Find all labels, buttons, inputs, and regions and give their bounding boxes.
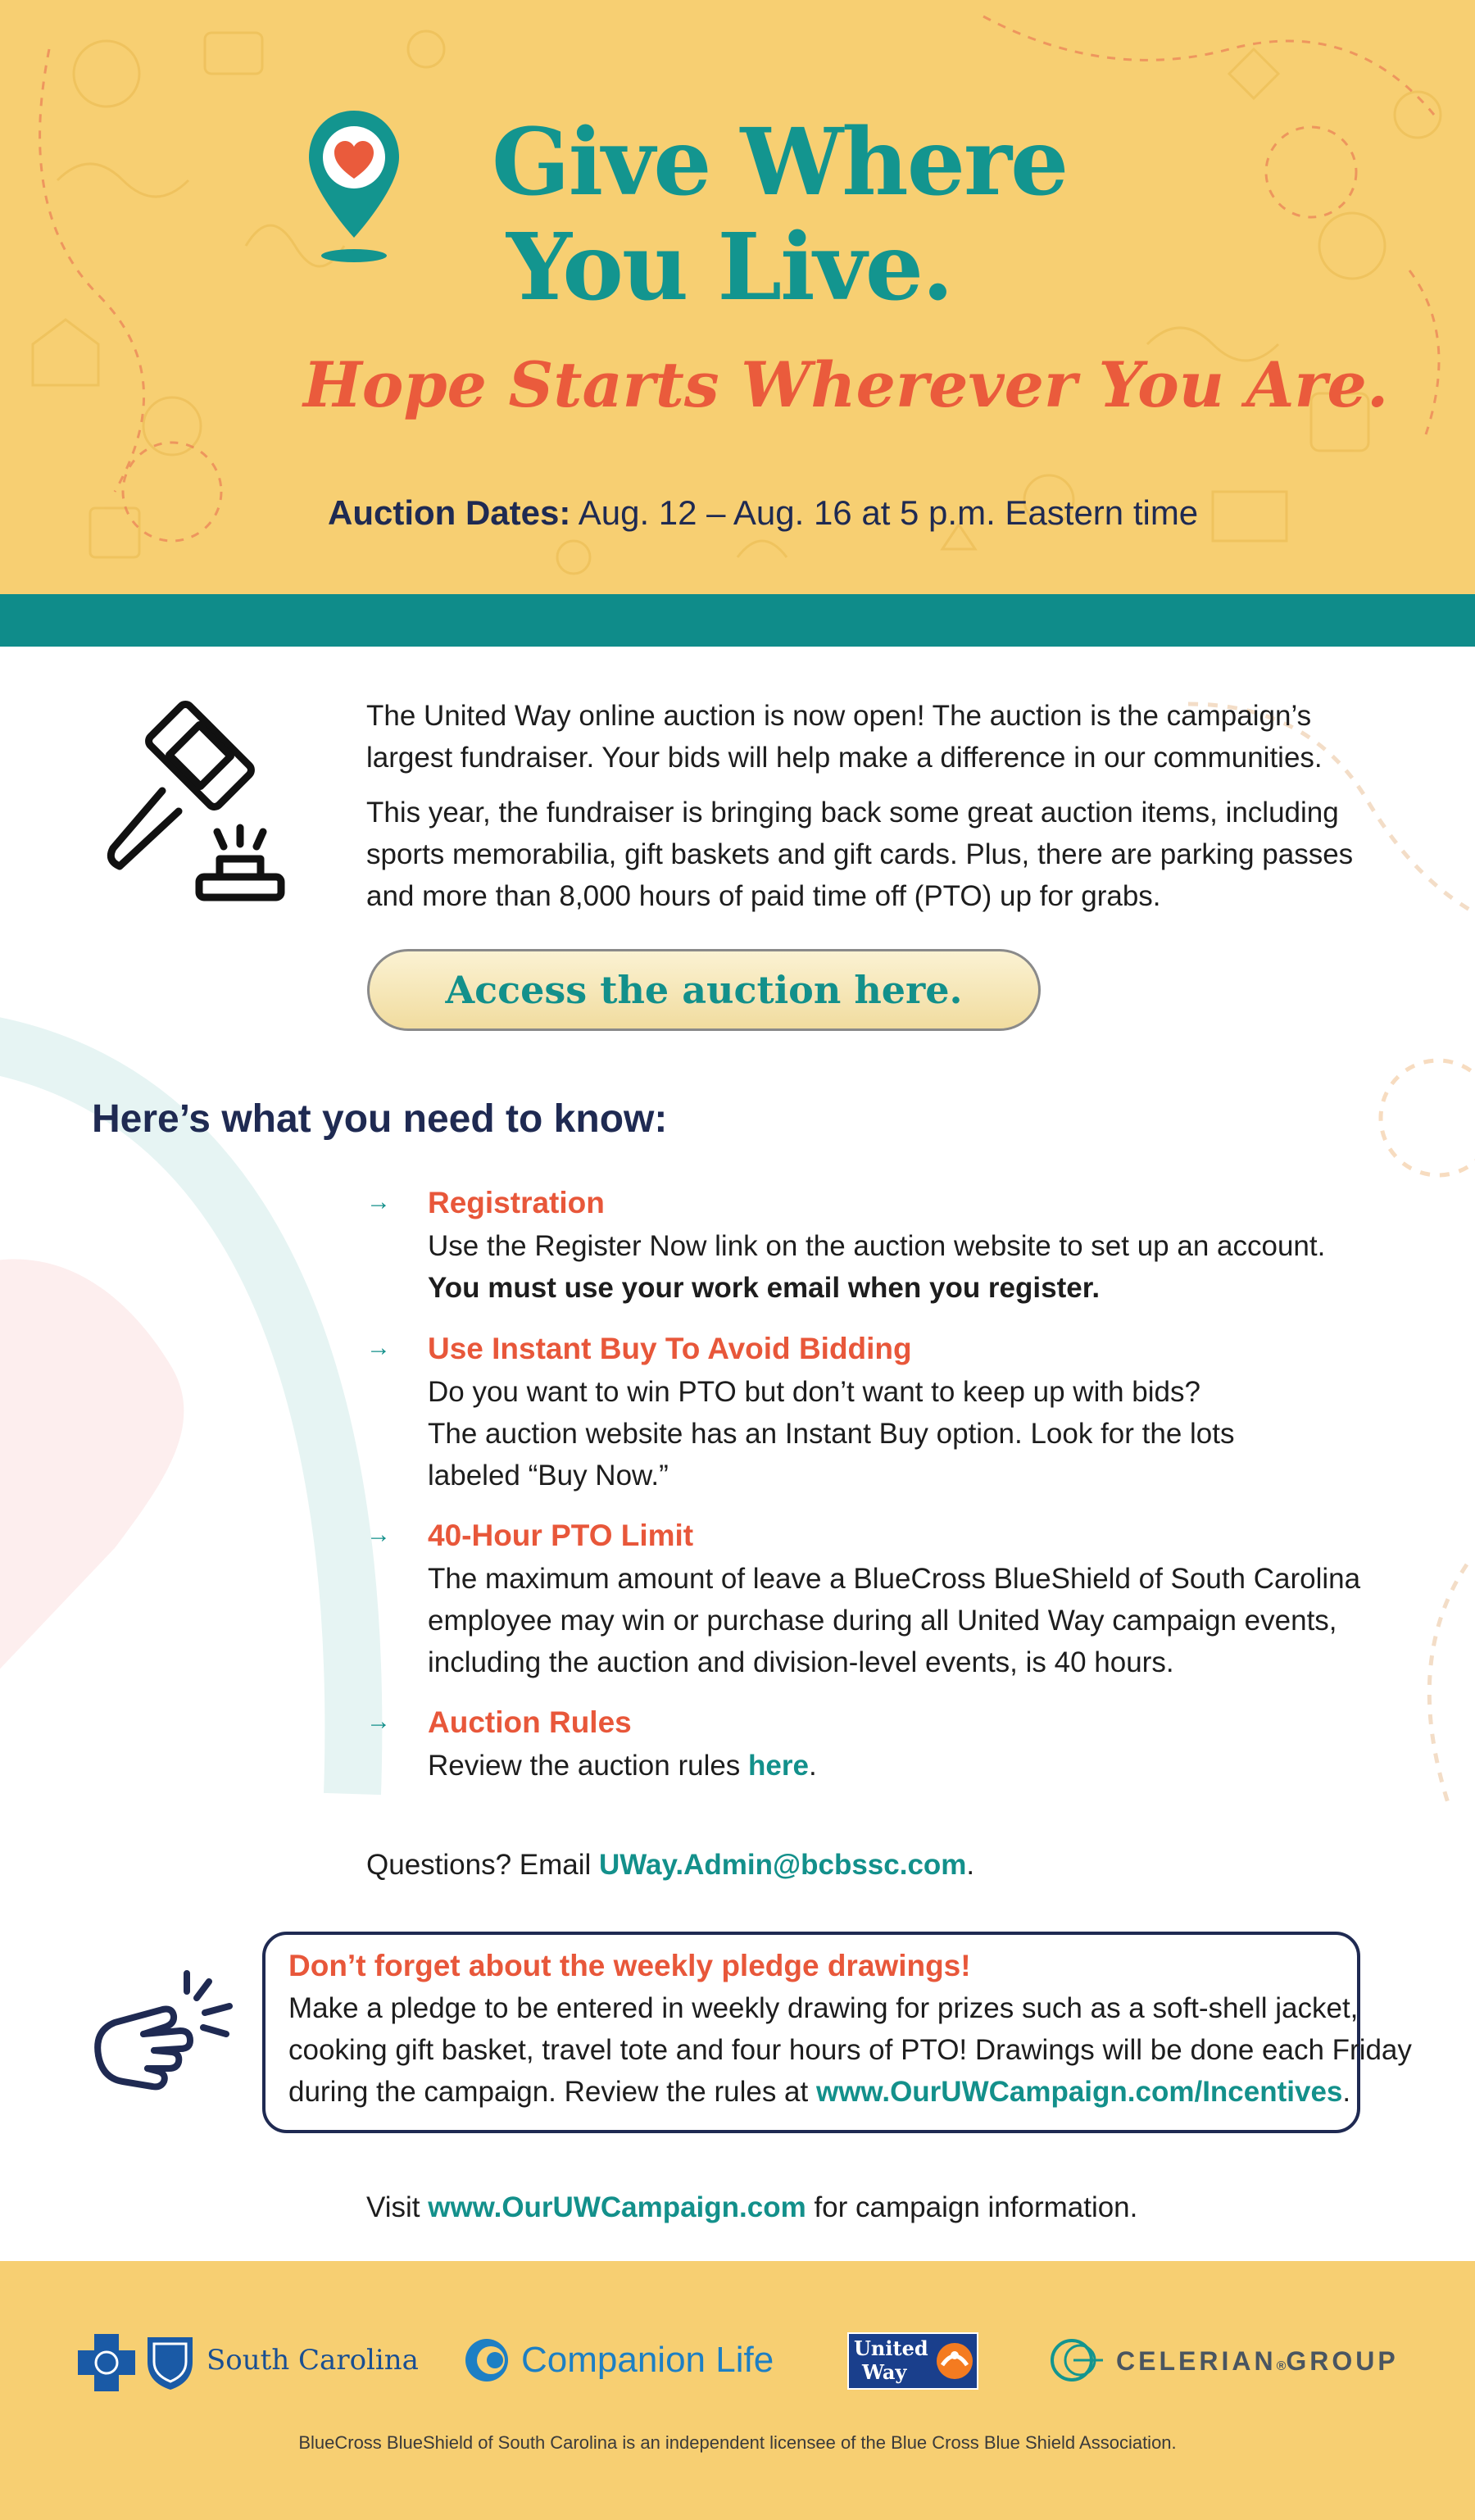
snapping-hand-icon — [82, 1965, 238, 2105]
arrow-icon: → — [366, 1188, 391, 1215]
visit-prefix: Visit — [366, 2191, 429, 2223]
pto-limit-line-2: employee may win or purchase during all United Way campaign events, — [428, 1605, 1337, 1637]
bluecross-blueshield-logo — [78, 2334, 201, 2391]
incentives-link[interactable]: www.OurUWCampaign.com/Incentives — [815, 2076, 1343, 2108]
questions-prefix: Questions? Email — [366, 1849, 600, 1881]
admin-email-link[interactable]: UWay.Admin@bcbssc.com — [599, 1849, 967, 1881]
auction-rules-prefix: Review the auction rules — [428, 1750, 749, 1782]
header-banner — [0, 0, 1475, 594]
celerian-group-logo-mark — [1049, 2337, 1106, 2383]
pledge-line-3 — [288, 2071, 1350, 2113]
celerian-group-logo-text — [1116, 2346, 1399, 2377]
celerian-logo-main: CELERIAN — [1116, 2346, 1277, 2376]
celerian-logo-group: GROUP — [1286, 2346, 1399, 2376]
footer-disclaimer: BlueCross BlueShield of South Carolina is an independent licensee of the Blue Cross Blue Shield Association. — [298, 2432, 1177, 2453]
instant-buy-line-2: The auction website has an Instant Buy option. Look for the lots — [428, 1418, 1235, 1450]
auction-rules-title: Auction Rules — [428, 1705, 632, 1739]
united-way-logo — [847, 2332, 978, 2390]
auction-rules-link[interactable]: here — [748, 1750, 809, 1782]
instant-buy-title: Use Instant Buy To Avoid Bidding — [428, 1332, 912, 1365]
questions-suffix: . — [966, 1849, 975, 1881]
registration-line-2: You must use your work email when you register. — [428, 1272, 1101, 1304]
instant-buy-line-1: Do you want to win PTO but don’t want to keep up with bids? — [428, 1376, 1200, 1408]
visit-suffix: for campaign information. — [806, 2191, 1138, 2223]
united-way-hand-icon — [934, 2341, 975, 2382]
companion-life-logo-text: Companion Life — [521, 2340, 774, 2380]
auction-rules-suffix: . — [808, 1750, 817, 1782]
auction-dates — [328, 493, 1198, 533]
auction-dates-label: Auction Dates: — [328, 493, 571, 532]
pledge-line-3-suffix: . — [1342, 2076, 1351, 2108]
auction-dates-value: Aug. 12 – Aug. 16 at 5 p.m. Eastern time — [570, 493, 1199, 532]
visit-line — [366, 2186, 1137, 2228]
companion-life-logo-mark — [464, 2337, 510, 2383]
pledge-line-2: cooking gift basket, travel tote and four hours of PTO! Drawings will be done each Friday — [288, 2034, 1412, 2066]
united-way-logo-text-2: Way — [862, 2360, 907, 2384]
south-carolina-logo-text: South Carolina — [206, 2344, 419, 2377]
page-title — [492, 111, 1067, 320]
arrow-icon: → — [366, 1334, 391, 1361]
gavel-icon — [97, 692, 310, 906]
intro-paragraph-2: This year, the fundraiser is bringing back some great auction items, including sports memorabilia, gift baskets and gift cards. Plus, there are parking passes and more than 8,000 hours of paid time off (PTO) up for grabs. — [366, 797, 1354, 912]
title-line-1: Give Where — [492, 109, 1068, 216]
questions-line — [366, 1844, 974, 1886]
pto-limit-title: 40-Hour PTO Limit — [428, 1519, 694, 1552]
instant-buy-line-3: labeled “Buy Now.” — [428, 1460, 669, 1492]
auction-rules-line — [428, 1745, 817, 1787]
teal-divider-bar — [0, 594, 1475, 647]
united-way-logo-text-1: United — [854, 2336, 928, 2360]
celerian-logo-registered: ® — [1276, 2359, 1287, 2373]
footer — [0, 2261, 1475, 2520]
pto-limit-line-3: including the auction and division-level events, is 40 hours. — [428, 1646, 1174, 1678]
section-heading: Here’s what you need to know: — [92, 1097, 668, 1141]
pledge-line-3-prefix: during the campaign. Review the rules at — [288, 2076, 816, 2108]
access-auction-button[interactable]: Access the auction here. — [367, 949, 1041, 1031]
campaign-website-link[interactable]: www.OurUWCampaign.com — [428, 2191, 806, 2223]
pledge-title: Don’t forget about the weekly pledge drawings! — [288, 1949, 971, 1982]
arrow-icon: → — [366, 1708, 391, 1735]
registration-line-1: Use the Register Now link on the auction website to set up an account. — [428, 1230, 1326, 1262]
arrow-icon: → — [366, 1521, 391, 1548]
pledge-line-1: Make a pledge to be entered in weekly drawing for prizes such as a soft-shell jacket, — [288, 1992, 1359, 2024]
pto-limit-line-1: The maximum amount of leave a BlueCross BlueShield of South Carolina — [428, 1563, 1361, 1595]
intro-paragraph-1: The United Way online auction is now open! The auction is the campaign’s largest fundraiser. Your bids will help make a difference in our communities. — [366, 700, 1323, 774]
location-heart-pin-icon — [305, 107, 403, 311]
title-line-2: You Live. — [506, 214, 952, 321]
tagline: Hope Starts Wherever You Are. — [303, 348, 1389, 421]
registration-title: Registration — [428, 1186, 605, 1219]
